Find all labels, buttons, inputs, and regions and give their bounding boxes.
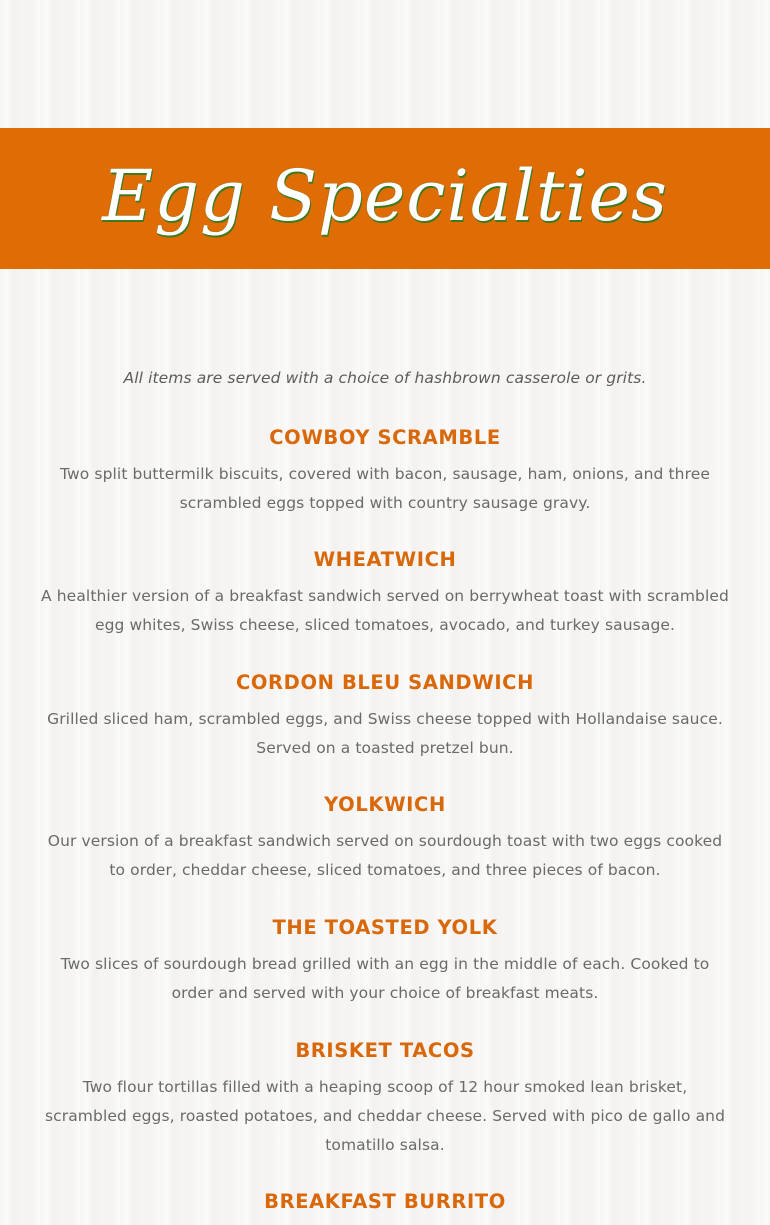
menu-item: [40, 1190, 730, 1214]
menu-item-title: BREAKFAST BURRITO: [264, 1190, 506, 1213]
menu-item: [40, 426, 730, 518]
menu-item: [40, 916, 730, 1008]
menu-intro-note: All items are served with a choice of hashbrown casserole or grits.: [123, 369, 647, 387]
menu-item-description: Two slices of sourdough bread grilled with an egg in the middle of each. Cooked to order and served with your choice of breakfast meats.: [60, 955, 710, 1002]
menu-item-description: Grilled sliced ham, scrambled eggs, and Swiss cheese topped with Hollandaise sauce. Served on a toasted pretzel bun.: [47, 710, 723, 757]
menu-item-description: Our version of a breakfast sandwich served on sourdough toast with two eggs cooked to order, cheddar cheese, sliced tomatoes, and three pieces of bacon.: [47, 832, 723, 879]
menu-item-description: Two split buttermilk biscuits, covered with bacon, sausage, ham, onions, and three scrambled eggs topped with country sausage gravy.: [60, 465, 710, 512]
menu-item-title: THE TOASTED YOLK: [272, 916, 498, 939]
menu-item-title: WHEATWICH: [313, 548, 457, 571]
menu-item-title: COWBOY SCRAMBLE: [269, 426, 501, 449]
menu-item: [40, 1039, 730, 1159]
menu-item-description: A healthier version of a breakfast sandwich served on berrywheat toast with scrambled egg whites, Swiss cheese, sliced tomatoes, avocado, and turkey sausage.: [41, 587, 729, 634]
menu-item-description: Two flour tortillas filled with a heaping scoop of 12 hour smoked lean brisket, scrambled eggs, roasted potatoes, and cheddar cheese. Served with pico de gallo and tomatillo salsa.: [44, 1078, 726, 1154]
section-title: Egg Specialties: [102, 154, 668, 237]
section-banner: [0, 128, 770, 269]
menu-item: [40, 793, 730, 885]
menu-item-title: YOLKWICH: [324, 793, 446, 816]
menu-item-title: CORDON BLEU SANDWICH: [235, 671, 535, 694]
menu-item: [40, 548, 730, 640]
menu-item-title: BRISKET TACOS: [295, 1039, 475, 1062]
menu-item: [40, 671, 730, 763]
